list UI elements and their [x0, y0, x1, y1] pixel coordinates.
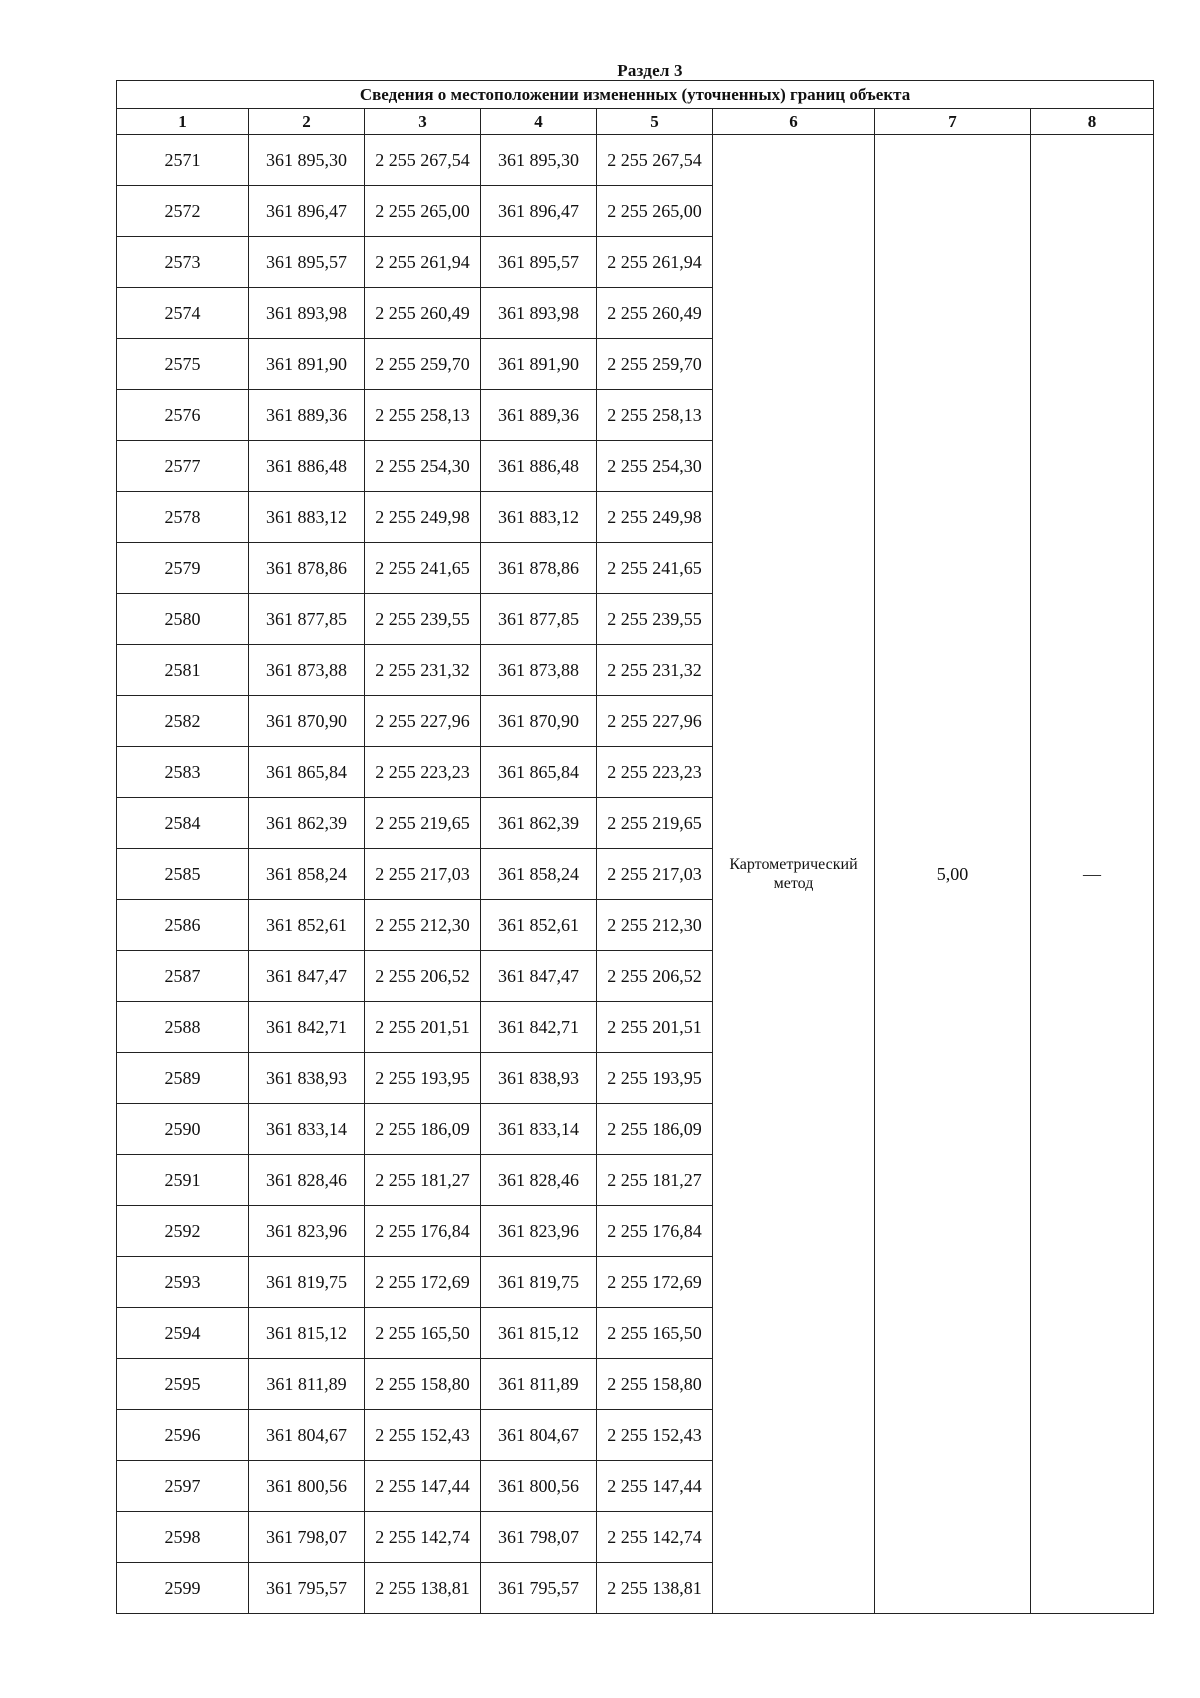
- table-cell: 2588: [117, 1002, 249, 1053]
- table-cell: 2 255 254,30: [365, 441, 481, 492]
- table-cell: 2 255 142,74: [365, 1512, 481, 1563]
- table-cell: 361 873,88: [249, 645, 365, 696]
- table-cell: 361 862,39: [249, 798, 365, 849]
- table-cell: 361 891,90: [481, 339, 597, 390]
- table-cell: 361 815,12: [481, 1308, 597, 1359]
- table-cell: 2 255 219,65: [365, 798, 481, 849]
- table-cell: 2 255 261,94: [597, 237, 713, 288]
- table-cell: 2 255 265,00: [597, 186, 713, 237]
- table-cell: 361 877,85: [481, 594, 597, 645]
- table-cell: 361 804,67: [249, 1410, 365, 1461]
- table-cell: 2576: [117, 390, 249, 441]
- table-cell: 361 795,57: [249, 1563, 365, 1614]
- table-cell: 2 255 261,94: [365, 237, 481, 288]
- table-cell: 2 255 193,95: [597, 1053, 713, 1104]
- table-cell: 361 889,36: [481, 390, 597, 441]
- table-cell: 361 862,39: [481, 798, 597, 849]
- table-cell: 2 255 165,50: [365, 1308, 481, 1359]
- column-header: 8: [1031, 109, 1154, 135]
- table-row: [117, 135, 1154, 186]
- table-cell: 361 828,46: [249, 1155, 365, 1206]
- table-cell: 2 255 241,65: [597, 543, 713, 594]
- table-cell: 2 255 201,51: [365, 1002, 481, 1053]
- table-cell: 2599: [117, 1563, 249, 1614]
- table-cell: 2 255 165,50: [597, 1308, 713, 1359]
- table-cell: 2 255 258,13: [365, 390, 481, 441]
- method-label: Картометрический: [729, 856, 858, 873]
- table-cell: 2587: [117, 951, 249, 1002]
- table-cell: 2594: [117, 1308, 249, 1359]
- table-cell: 2596: [117, 1410, 249, 1461]
- table-cell: 2573: [117, 237, 249, 288]
- table-cell: 2582: [117, 696, 249, 747]
- table-cell: 361 819,75: [249, 1257, 365, 1308]
- table-cell: 361 883,12: [481, 492, 597, 543]
- table-cell: 2 255 181,27: [365, 1155, 481, 1206]
- table-cell: 2 255 260,49: [597, 288, 713, 339]
- table-cell: 361 847,47: [481, 951, 597, 1002]
- table-cell: 361 823,96: [481, 1206, 597, 1257]
- table-cell: 361 833,14: [481, 1104, 597, 1155]
- table-caption: Сведения о местоположении измененных (уточненных) границ объекта: [117, 81, 1154, 109]
- table-cell: 2581: [117, 645, 249, 696]
- table-cell: 2 255 239,55: [365, 594, 481, 645]
- table-cell: 361 798,07: [481, 1512, 597, 1563]
- table-cell: 2 255 258,13: [597, 390, 713, 441]
- table-cell: 361 852,61: [249, 900, 365, 951]
- table-cell: 2586: [117, 900, 249, 951]
- column-header: 3: [365, 109, 481, 135]
- table-cell: 2 255 147,44: [365, 1461, 481, 1512]
- table-cell: 2583: [117, 747, 249, 798]
- table-cell: 2 255 239,55: [597, 594, 713, 645]
- table-cell: 361 858,24: [481, 849, 597, 900]
- table-cell: 2595: [117, 1359, 249, 1410]
- table-cell: 361 838,93: [249, 1053, 365, 1104]
- table-cell: 361 896,47: [481, 186, 597, 237]
- table-cell: 2 255 201,51: [597, 1002, 713, 1053]
- table-cell: 2 255 186,09: [597, 1104, 713, 1155]
- method-label: метод: [773, 875, 814, 892]
- table-cell: 361 858,24: [249, 849, 365, 900]
- table-cell: 2585: [117, 849, 249, 900]
- table-cell: 361 800,56: [481, 1461, 597, 1512]
- table-cell: 361 895,57: [481, 237, 597, 288]
- table-cell: 2 255 217,03: [597, 849, 713, 900]
- table-cell: 361 847,47: [249, 951, 365, 1002]
- table-cell: 361 893,98: [249, 288, 365, 339]
- table-cell: 361 852,61: [481, 900, 597, 951]
- table-cell: 361 895,30: [249, 135, 365, 186]
- table-cell: 2571: [117, 135, 249, 186]
- table-cell: 2 255 158,80: [597, 1359, 713, 1410]
- table-cell: 2 255 223,23: [597, 747, 713, 798]
- table-cell: 2 255 217,03: [365, 849, 481, 900]
- table-cell: 2 255 260,49: [365, 288, 481, 339]
- table-cell: 2 255 158,80: [365, 1359, 481, 1410]
- table-cell: 361 893,98: [481, 288, 597, 339]
- table-cell: 2 255 193,95: [365, 1053, 481, 1104]
- table-cell: 361 877,85: [249, 594, 365, 645]
- table-cell: 361 891,90: [249, 339, 365, 390]
- accuracy-cell: 5,00: [875, 135, 1031, 1614]
- table-cell: 2 255 212,30: [597, 900, 713, 951]
- section-title: Раздел 3: [617, 61, 683, 80]
- column-header: 1: [117, 109, 249, 135]
- table-cell: 361 865,84: [249, 747, 365, 798]
- column-header: 7: [875, 109, 1031, 135]
- table-cell: 2 255 181,27: [597, 1155, 713, 1206]
- table-cell: 2 255 176,84: [597, 1206, 713, 1257]
- table-cell: 2 255 186,09: [365, 1104, 481, 1155]
- table-cell: 361 828,46: [481, 1155, 597, 1206]
- header-row: [117, 109, 1154, 135]
- table-cell: 361 815,12: [249, 1308, 365, 1359]
- table-cell: 2578: [117, 492, 249, 543]
- table-cell: 361 798,07: [249, 1512, 365, 1563]
- table-cell: 2 255 176,84: [365, 1206, 481, 1257]
- table-cell: 361 865,84: [481, 747, 597, 798]
- table-cell: 361 842,71: [249, 1002, 365, 1053]
- table-cell: 361 870,90: [249, 696, 365, 747]
- table-cell: 361 838,93: [481, 1053, 597, 1104]
- table-cell: 2 255 249,98: [365, 492, 481, 543]
- table-cell: 2 255 249,98: [597, 492, 713, 543]
- table-cell: 361 795,57: [481, 1563, 597, 1614]
- table-cell: 361 883,12: [249, 492, 365, 543]
- table-cell: 2 255 254,30: [597, 441, 713, 492]
- table-cell: 2 255 172,69: [365, 1257, 481, 1308]
- table-cell: 361 833,14: [249, 1104, 365, 1155]
- table-cell: 2584: [117, 798, 249, 849]
- table-cell: 2589: [117, 1053, 249, 1104]
- table-cell: 2 255 265,00: [365, 186, 481, 237]
- table-cell: 361 886,48: [249, 441, 365, 492]
- table-cell: 361 804,67: [481, 1410, 597, 1461]
- table-cell: 2598: [117, 1512, 249, 1563]
- table-cell: 2580: [117, 594, 249, 645]
- table-cell: 2 255 227,96: [597, 696, 713, 747]
- table-cell: 2574: [117, 288, 249, 339]
- table-cell: 2 255 231,32: [365, 645, 481, 696]
- table-cell: 2572: [117, 186, 249, 237]
- table-cell: 2593: [117, 1257, 249, 1308]
- table-cell: 2577: [117, 441, 249, 492]
- table-cell: 2575: [117, 339, 249, 390]
- table-cell: 2 255 206,52: [597, 951, 713, 1002]
- table-cell: 2 255 223,23: [365, 747, 481, 798]
- table-cell: 361 878,86: [249, 543, 365, 594]
- table-cell: 361 811,89: [481, 1359, 597, 1410]
- table-cell: 361 886,48: [481, 441, 597, 492]
- table-cell: 2591: [117, 1155, 249, 1206]
- table-cell: 2 255 219,65: [597, 798, 713, 849]
- column-header: 5: [597, 109, 713, 135]
- boundary-coordinates-table: [116, 80, 1154, 1614]
- table-cell: 361 800,56: [249, 1461, 365, 1512]
- table-cell: 361 870,90: [481, 696, 597, 747]
- table-cell: 2 255 227,96: [365, 696, 481, 747]
- table-cell: 2579: [117, 543, 249, 594]
- method-cell: [713, 135, 875, 1614]
- column-header: 6: [713, 109, 875, 135]
- table-cell: 2 255 212,30: [365, 900, 481, 951]
- table-cell: 2 255 138,81: [597, 1563, 713, 1614]
- table-cell: 2 255 267,54: [597, 135, 713, 186]
- table-cell: 2 255 152,43: [365, 1410, 481, 1461]
- table-cell: 2592: [117, 1206, 249, 1257]
- table-cell: 361 823,96: [249, 1206, 365, 1257]
- table-cell: 2 255 142,74: [597, 1512, 713, 1563]
- table-cell: 361 889,36: [249, 390, 365, 441]
- table-cell: 2 255 259,70: [597, 339, 713, 390]
- table-cell: 361 896,47: [249, 186, 365, 237]
- column-header: 2: [249, 109, 365, 135]
- table-cell: 2 255 267,54: [365, 135, 481, 186]
- table-cell: 361 811,89: [249, 1359, 365, 1410]
- table-cell: 2597: [117, 1461, 249, 1512]
- table-cell: 2 255 172,69: [597, 1257, 713, 1308]
- table-cell: 2590: [117, 1104, 249, 1155]
- table-cell: 2 255 259,70: [365, 339, 481, 390]
- table-cell: 2 255 231,32: [597, 645, 713, 696]
- column-8-cell: —: [1031, 135, 1154, 1614]
- table-cell: 2 255 147,44: [597, 1461, 713, 1512]
- table-cell: 361 873,88: [481, 645, 597, 696]
- table-cell: 361 895,30: [481, 135, 597, 186]
- table-cell: 361 878,86: [481, 543, 597, 594]
- table-cell: 2 255 206,52: [365, 951, 481, 1002]
- table-cell: 2 255 241,65: [365, 543, 481, 594]
- table-cell: 361 842,71: [481, 1002, 597, 1053]
- table-cell: 2 255 138,81: [365, 1563, 481, 1614]
- table-cell: 2 255 152,43: [597, 1410, 713, 1461]
- column-header: 4: [481, 109, 597, 135]
- table-cell: 361 819,75: [481, 1257, 597, 1308]
- table-cell: 361 895,57: [249, 237, 365, 288]
